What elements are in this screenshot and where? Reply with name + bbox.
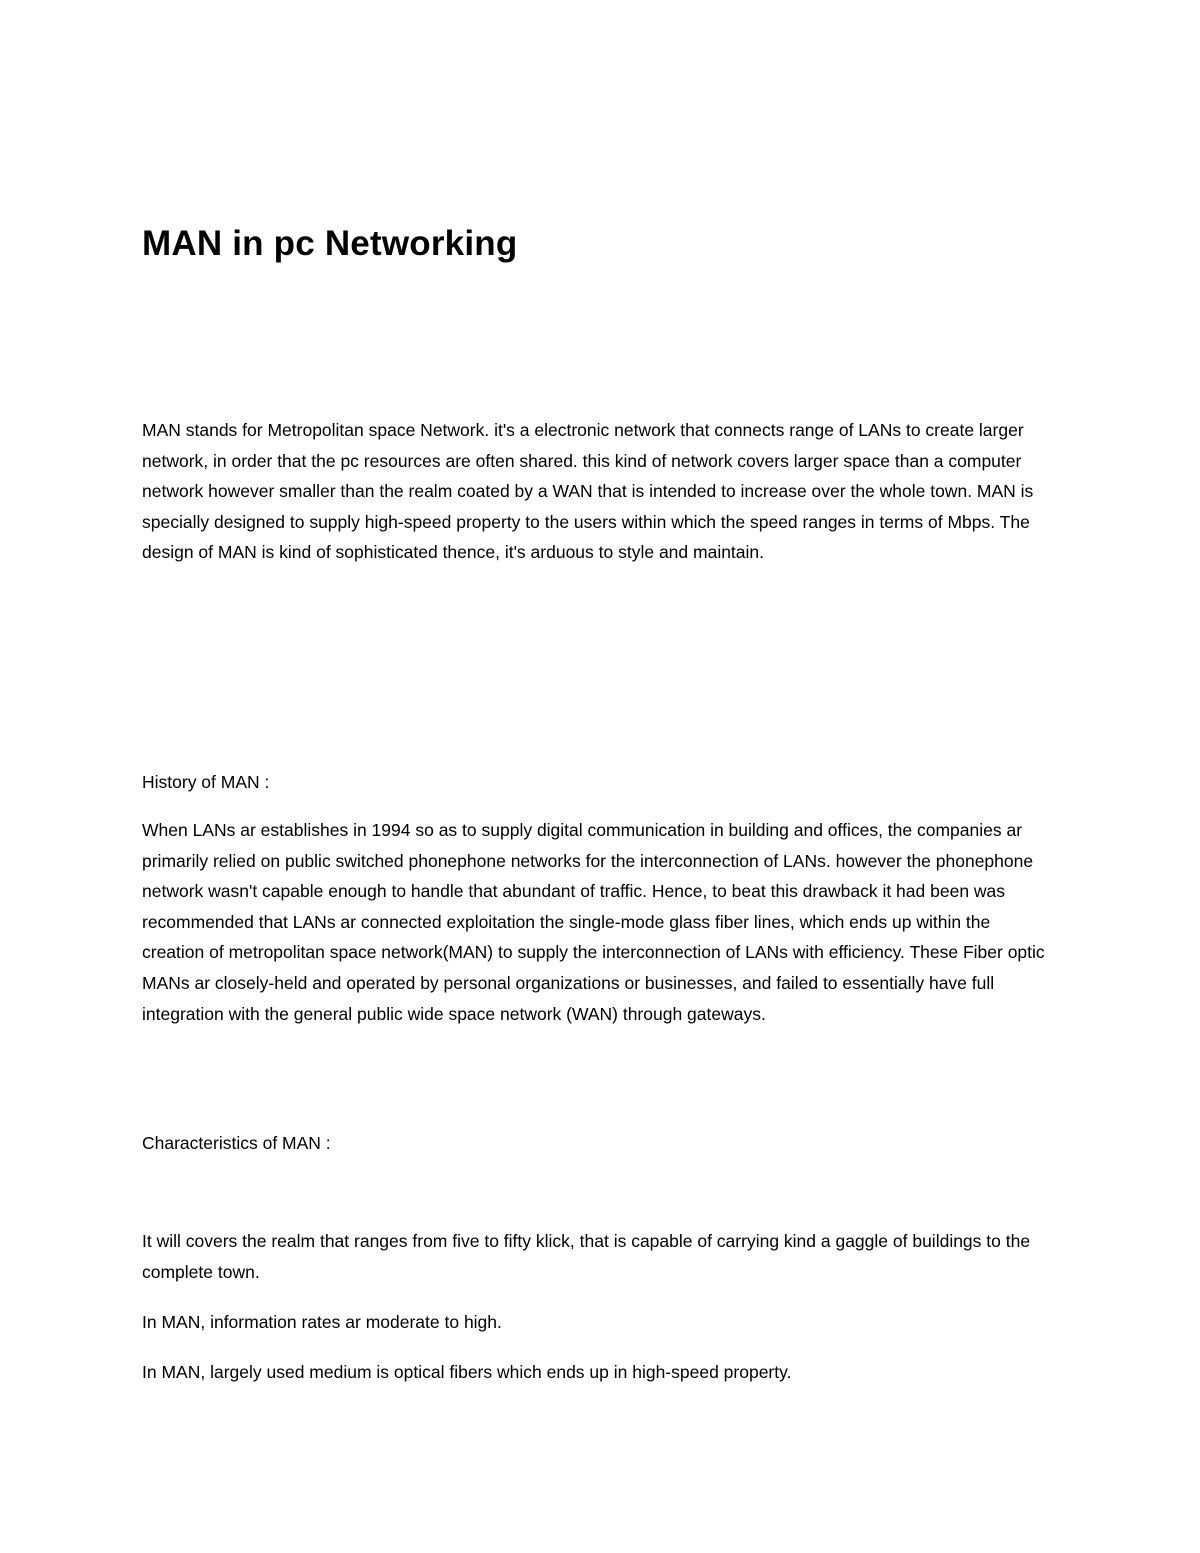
characteristic-item: In MAN, information rates ar moderate to high. [142, 1312, 502, 1332]
characteristic-item: It will covers the realm that ranges from five to fifty klick, that is capable of carrying kind a gaggle of buildings to the complete town. [142, 1231, 1031, 1282]
history-paragraph: When LANs ar establishes in 1994 so as to supply digital communication in building and offices, the companies ar primarily relied on public switched phonephone networks for the interconnection of LANs. however the phonephone network wasn't capable enough to handle that abundant of traffic. Hence, to beat this drawback it had been was recommended that LANs ar connected exploitation the single-mode glass fiber lines, which ends up within the creation of metropolitan space network(MAN) to supply the interconnection of LANs with efficiency. These Fiber optic MANs ar closely-held and operated by personal organizations or businesses, and failed to essentially have full integration with the general public wide space network (WAN) through gateways. [142, 820, 1045, 1024]
intro-paragraph: MAN stands for Metropolitan space Network. it's a electronic network that connects range of LANs to create larger network, in order that the pc resources are often shared. this kind of network covers larger space than a computer network however smaller than the realm coated by a WAN that is intended to increase over the whole town. MAN is specially designed to supply high-speed property to the users within which the speed ranges in terms of Mbps. The design of MAN is kind of sophisticated thence, it's arduous to style and maintain. [142, 420, 1034, 563]
history-heading: History of MAN : [142, 772, 270, 792]
characteristic-item: In MAN, largely used medium is optical fibers which ends up in high-speed property. [142, 1362, 792, 1382]
document-title: MAN in pc Networking [142, 224, 518, 263]
characteristics-heading: Characteristics of MAN : [142, 1133, 331, 1153]
